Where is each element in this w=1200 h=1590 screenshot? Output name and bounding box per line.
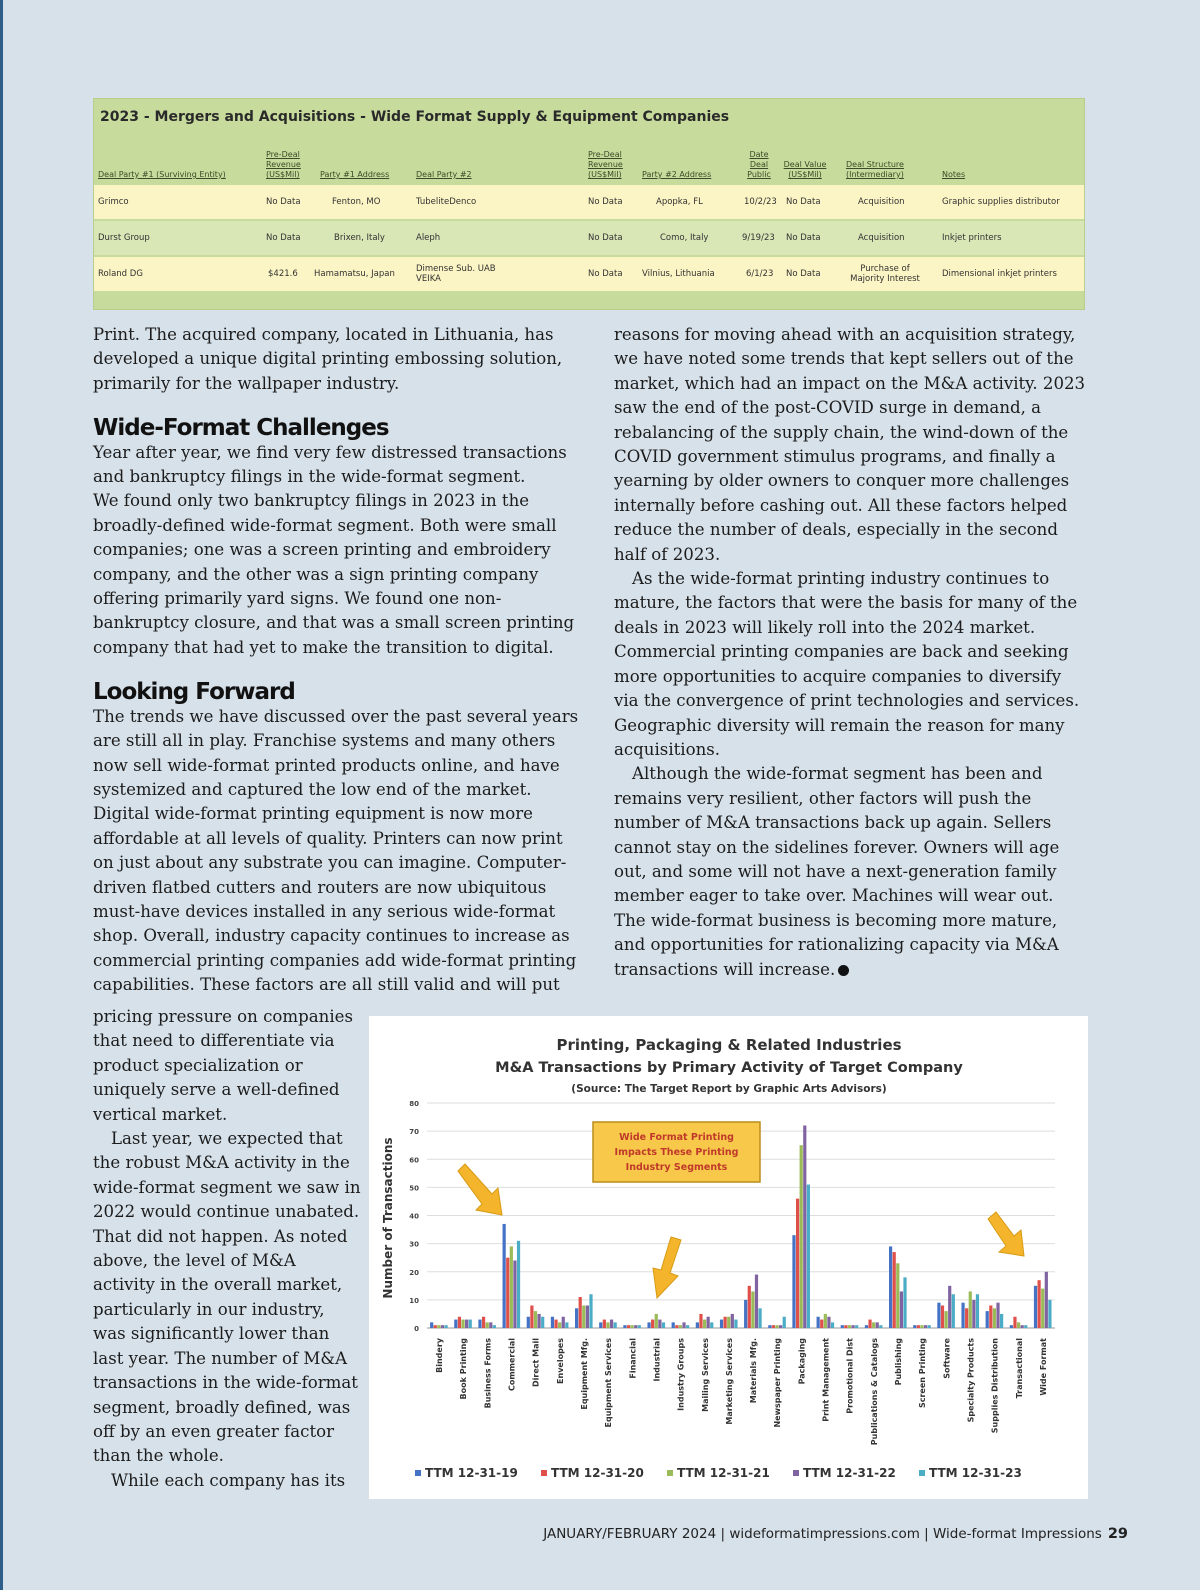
x-tick-label: Mailing Services bbox=[700, 1338, 710, 1412]
paragraph-text: Although the wide-format segment has been and remains very resilient, other factors will push the number of M&A transactions back up again. Sellers cannot stay on the sidelines forever. Owners will age out, and some will not have a next-generation family member eager to take over. Machines will wear out. The wide-format business is becoming more mature, and opportunities for rationalizing capacity via M&A transactions will increase. bbox=[614, 764, 1060, 979]
ma-table-header bbox=[94, 135, 1084, 183]
bar bbox=[651, 1320, 654, 1328]
legend-label: TTM 12-31-20 bbox=[551, 1466, 644, 1480]
bar bbox=[506, 1258, 509, 1328]
bar bbox=[755, 1275, 758, 1328]
bar bbox=[917, 1325, 920, 1328]
bar bbox=[865, 1325, 868, 1328]
bar bbox=[458, 1317, 461, 1328]
x-tick-label: Newspaper Printing bbox=[773, 1338, 783, 1428]
bar bbox=[734, 1320, 737, 1328]
bar bbox=[779, 1325, 782, 1328]
bar bbox=[599, 1322, 602, 1328]
ma-cell: Fenton, MO bbox=[332, 197, 381, 207]
legend-label: TTM 12-31-21 bbox=[677, 1466, 770, 1480]
paragraph: reasons for moving ahead with an acquisition strategy, we have noted some trends that kept sellers out of the market, which had an impact on the M&A activity. 2023 saw the end of the post-COVID surge in demand, a rebalancing of the supply chain, the wind-down of the COVID government stimulus programs, and finally a yearning by older owners to conquer more challenges internally before cashing out. All these factors helped reduce the number of deals, especially in the second half of 2023. bbox=[614, 325, 1086, 564]
bar bbox=[817, 1317, 820, 1328]
bar bbox=[989, 1306, 992, 1329]
paragraph-last bbox=[614, 762, 1090, 982]
bar bbox=[510, 1246, 513, 1328]
paragraph: Last year, we expected that the robust M&A activity in the wide-format segment we saw in 2022 would continue unabated. That did not happen. As noted above, the level of M&A activity in the overall market, particularly in our industry, was significantly lower than last year. The number of M&A transactions in the wide-format segment, broadly defined, was off by an even greater factor than the whole. bbox=[93, 1129, 361, 1466]
bar bbox=[1000, 1314, 1003, 1328]
bar bbox=[586, 1306, 589, 1329]
bar bbox=[855, 1325, 858, 1328]
bar bbox=[631, 1325, 634, 1328]
bar bbox=[565, 1322, 568, 1328]
x-tick-label: Equipment Mfg. bbox=[580, 1338, 589, 1410]
left-narrow-column bbox=[93, 1005, 361, 1493]
y-tick-label: 10 bbox=[409, 1296, 419, 1305]
chart-subtitle: M&A Transactions by Primary Activity of Target Company bbox=[495, 1060, 963, 1076]
annotation-line: Industry Segments bbox=[625, 1162, 728, 1173]
bar bbox=[948, 1286, 951, 1328]
x-tick-label: Marketing Services bbox=[724, 1338, 734, 1425]
y-tick-label: 80 bbox=[409, 1100, 419, 1108]
bar bbox=[537, 1314, 540, 1328]
ma-cell: No Data bbox=[786, 197, 821, 207]
bar bbox=[751, 1291, 754, 1328]
bar bbox=[527, 1317, 530, 1328]
bar bbox=[972, 1300, 975, 1328]
x-tick-label: Business Forms bbox=[483, 1338, 493, 1409]
bar bbox=[720, 1320, 723, 1328]
bar bbox=[1010, 1325, 1013, 1328]
bar bbox=[986, 1311, 989, 1328]
x-tick-label: Materials Mfg. bbox=[749, 1338, 759, 1404]
x-tick-label: Equipment Services bbox=[604, 1338, 614, 1428]
x-tick-label: Promotional Dist bbox=[845, 1338, 855, 1414]
chart-title: Printing, Packaging & Related Industries bbox=[556, 1036, 902, 1054]
bar bbox=[489, 1322, 492, 1328]
bar bbox=[703, 1320, 706, 1328]
bar bbox=[952, 1294, 955, 1328]
ma-cell: No Data bbox=[266, 197, 301, 207]
bar bbox=[469, 1320, 472, 1328]
bar bbox=[430, 1322, 433, 1328]
bar bbox=[969, 1291, 972, 1328]
bar bbox=[841, 1325, 844, 1328]
ma-cell: $421.6 bbox=[268, 269, 298, 279]
ma-table-row bbox=[94, 257, 1084, 291]
bar bbox=[551, 1317, 554, 1328]
bar bbox=[1038, 1280, 1041, 1328]
bar bbox=[655, 1314, 658, 1328]
x-tick-label: Financial bbox=[628, 1338, 638, 1379]
ma-header-cell: Deal Value (US$Mil) bbox=[783, 160, 827, 179]
bar bbox=[1013, 1317, 1016, 1328]
bar bbox=[800, 1145, 803, 1328]
bar bbox=[937, 1303, 940, 1328]
annotation-line: Impacts These Printing bbox=[614, 1147, 739, 1158]
bar bbox=[976, 1294, 979, 1328]
bar bbox=[744, 1300, 747, 1328]
x-tick-label: Book Printing bbox=[459, 1338, 469, 1400]
bar bbox=[634, 1325, 637, 1328]
bar bbox=[517, 1241, 520, 1328]
ma-table-footer-band bbox=[94, 293, 1084, 309]
paragraph: The trends we have discussed over the past several years are still all in play. Franchise systems and many others now sell wide-format printed products online, and have systemized and captured the low end of the market. Digital wide-format printing equipment is now more affordable at all levels of quality. Printers can now print on just about any substrate you can imagine. Computer-driven flatbed cutters and routers are now ubiquitous must-have devices installed in any serious wide-format shop. Overall, industry capacity continues to increase as commercial printing companies add wide-format printing capabilities. These factors are all still valid and will put bbox=[93, 706, 579, 995]
arrow-icon bbox=[458, 1164, 502, 1215]
bar bbox=[827, 1317, 830, 1328]
bar bbox=[803, 1126, 806, 1329]
right-column bbox=[614, 323, 1090, 982]
y-tick-label: 30 bbox=[409, 1240, 419, 1249]
bar bbox=[534, 1311, 537, 1328]
bar bbox=[783, 1317, 786, 1328]
bar bbox=[623, 1325, 626, 1328]
ma-header-cell: Party #1 Address bbox=[320, 170, 390, 179]
x-tick-label: Screen Printing bbox=[918, 1338, 928, 1409]
bar bbox=[1045, 1272, 1048, 1328]
bar bbox=[662, 1322, 665, 1328]
bar bbox=[1017, 1322, 1020, 1328]
bar bbox=[872, 1322, 875, 1328]
x-tick-label: Direct Mail bbox=[531, 1338, 541, 1387]
left-column bbox=[93, 323, 583, 998]
bar bbox=[627, 1325, 630, 1328]
bar bbox=[603, 1320, 606, 1328]
ma-header-cell: Date Deal Public bbox=[747, 150, 771, 179]
paragraph: As the wide-format printing industry continues to mature, the factors that were the basis for many of the deals in 2023 will likely roll into the 2024 market. Commercial printing companies are back and seeking more opportunities to acquire companies to diversify via the convergence of print technologies and services. Geographic diversity will remain the reason for many acquisitions. bbox=[614, 569, 1080, 759]
ma-cell: Dimense Sub. UAB VEIKA bbox=[416, 264, 496, 284]
bar bbox=[614, 1322, 617, 1328]
y-tick-label: 40 bbox=[409, 1212, 419, 1221]
y-tick-label: 20 bbox=[409, 1268, 419, 1277]
bar bbox=[513, 1261, 516, 1329]
ma-cell: Acquisition bbox=[858, 197, 905, 207]
paragraph: pricing pressure on companies that need to differentiate via product specialization or uniquely serve a well-defined vertical market. bbox=[93, 1007, 353, 1124]
ma-header-cell: Deal Structure (Intermediary) bbox=[846, 160, 904, 179]
bar bbox=[638, 1325, 641, 1328]
ma-cell: Aleph bbox=[416, 233, 441, 243]
x-tick-label: Supplies Distribution bbox=[990, 1338, 1000, 1434]
bar bbox=[1034, 1286, 1037, 1328]
bar bbox=[748, 1286, 751, 1328]
bar bbox=[913, 1325, 916, 1328]
page-footer bbox=[543, 1526, 1128, 1542]
ma-cell: No Data bbox=[588, 269, 623, 279]
bar bbox=[758, 1308, 761, 1328]
heading-wide-format-challenges: Wide-Format Challenges bbox=[93, 415, 389, 442]
bar bbox=[582, 1306, 585, 1329]
paragraph: Year after year, we find very few distressed transactions and bankruptcy filings in the wide-format segment. bbox=[93, 442, 567, 487]
annotation-text bbox=[615, 1132, 739, 1173]
bar bbox=[893, 1252, 896, 1328]
x-tick-label: Envelopes bbox=[555, 1338, 565, 1384]
bar bbox=[775, 1325, 778, 1328]
ma-cell: Purchase of Majority Interest bbox=[850, 264, 920, 284]
arrow-icon bbox=[988, 1212, 1024, 1256]
bar bbox=[658, 1320, 661, 1328]
bar bbox=[441, 1325, 444, 1328]
y-tick-label: 70 bbox=[409, 1128, 419, 1137]
bar bbox=[848, 1325, 851, 1328]
x-tick-label: Software bbox=[942, 1338, 952, 1379]
footer-text: JANUARY/FEBRUARY 2024 | wideformatimpressions.com | Wide-format Impressions bbox=[543, 1526, 1102, 1542]
bar bbox=[896, 1263, 899, 1328]
bar bbox=[807, 1185, 810, 1328]
ma-table bbox=[93, 98, 1085, 310]
bar bbox=[530, 1306, 533, 1329]
bar bbox=[724, 1317, 727, 1328]
bar bbox=[820, 1320, 823, 1328]
bar bbox=[541, 1317, 544, 1328]
ma-header-cell: Notes bbox=[942, 170, 966, 179]
bar bbox=[941, 1306, 944, 1329]
ma-cell: Acquisition bbox=[858, 233, 905, 243]
ma-cell: No Data bbox=[786, 233, 821, 243]
bar bbox=[924, 1325, 927, 1328]
x-tick-label: Specialty Products bbox=[966, 1338, 976, 1423]
x-tick-label: Bindery bbox=[435, 1338, 445, 1373]
y-tick-label: 50 bbox=[409, 1184, 419, 1193]
x-tick-label: Industry Groups bbox=[676, 1338, 686, 1411]
ma-header-cell: Pre-Deal Revenue (US$Mil) bbox=[266, 150, 301, 179]
y-tick-label: 60 bbox=[409, 1156, 419, 1165]
ma-cell: No Data bbox=[588, 197, 623, 207]
heading-looking-forward: Looking Forward bbox=[93, 679, 295, 706]
annotation-line: Wide Format Printing bbox=[619, 1132, 734, 1143]
bar bbox=[731, 1314, 734, 1328]
legend-swatch bbox=[415, 1470, 421, 1476]
bar bbox=[851, 1325, 854, 1328]
bar bbox=[478, 1320, 481, 1328]
x-tick-label: Publishing bbox=[894, 1338, 903, 1386]
bar bbox=[796, 1199, 799, 1328]
bar bbox=[993, 1308, 996, 1328]
x-tick-label: Transactional bbox=[1014, 1338, 1024, 1399]
bar bbox=[824, 1314, 827, 1328]
chart-panel bbox=[369, 1016, 1088, 1499]
page-number: 29 bbox=[1107, 1526, 1128, 1542]
bar bbox=[493, 1325, 496, 1328]
chart-source: (Source: The Target Report by Graphic Arts Advisors) bbox=[571, 1083, 887, 1095]
bar bbox=[682, 1322, 685, 1328]
bar bbox=[647, 1322, 650, 1328]
bar bbox=[920, 1325, 923, 1328]
ma-cell: Hamamatsu, Japan bbox=[314, 269, 395, 279]
paragraph: Print. The acquired company, located in Lithuania, has developed a unique digital printing embossing solution, primarily for the wallpaper industry. bbox=[93, 325, 563, 393]
bar bbox=[558, 1322, 561, 1328]
bar bbox=[461, 1320, 464, 1328]
bar bbox=[792, 1235, 795, 1328]
bar bbox=[554, 1320, 557, 1328]
bar bbox=[710, 1322, 713, 1328]
page-edge-bar bbox=[0, 0, 3, 1590]
ma-cell: TubeliteDenco bbox=[416, 197, 477, 207]
bar bbox=[772, 1325, 775, 1328]
bar bbox=[672, 1322, 675, 1328]
ma-cell: Brixen, Italy bbox=[334, 233, 385, 243]
x-tick-label: Packaging bbox=[797, 1338, 807, 1385]
legend-swatch bbox=[793, 1470, 799, 1476]
bar bbox=[699, 1314, 702, 1328]
bar bbox=[434, 1325, 437, 1328]
ma-header-cell: Party #2 Address bbox=[642, 170, 712, 179]
ma-cell: Roland DG bbox=[98, 269, 143, 279]
bar bbox=[1041, 1289, 1044, 1328]
x-tick-label: Industrial bbox=[652, 1338, 662, 1382]
x-tick-label: Commercial bbox=[507, 1338, 517, 1392]
ma-header-cell: Deal Party #1 (Surviving Entity) bbox=[98, 170, 226, 179]
bar bbox=[945, 1311, 948, 1328]
bar bbox=[1021, 1325, 1024, 1328]
bar bbox=[696, 1322, 699, 1328]
legend-swatch bbox=[667, 1470, 673, 1476]
bar bbox=[889, 1246, 892, 1328]
paragraph: While each company has its bbox=[111, 1470, 346, 1490]
bar bbox=[1024, 1325, 1027, 1328]
bar bbox=[482, 1317, 485, 1328]
legend-swatch bbox=[541, 1470, 547, 1476]
bar bbox=[727, 1317, 730, 1328]
bar bbox=[675, 1325, 678, 1328]
arrow-icon bbox=[653, 1237, 681, 1298]
bar bbox=[876, 1322, 879, 1328]
ma-cell: Apopka, FL bbox=[656, 197, 703, 207]
ma-cell: Grimco bbox=[98, 197, 129, 207]
end-mark-icon bbox=[838, 965, 849, 976]
bar bbox=[928, 1325, 931, 1328]
ma-cell: 10/2/23 bbox=[744, 197, 777, 207]
bar bbox=[1048, 1300, 1051, 1328]
ma-header-cell: Pre-Deal Revenue (US$Mil) bbox=[588, 150, 623, 179]
ma-cell: No Data bbox=[786, 269, 821, 279]
bar bbox=[686, 1325, 689, 1328]
bar bbox=[606, 1322, 609, 1328]
bar bbox=[868, 1320, 871, 1328]
legend-swatch bbox=[919, 1470, 925, 1476]
legend-label: TTM 12-31-22 bbox=[803, 1466, 896, 1480]
ma-cell: Vilnius, Lithuania bbox=[642, 269, 715, 279]
bar bbox=[965, 1308, 968, 1328]
bar bbox=[579, 1297, 582, 1328]
ma-table-row bbox=[94, 185, 1084, 219]
ma-cell: Graphic supplies distributor bbox=[942, 197, 1060, 207]
bar bbox=[437, 1325, 440, 1328]
ma-cell: Como, Italy bbox=[660, 233, 709, 243]
bar bbox=[903, 1277, 906, 1328]
bar bbox=[589, 1294, 592, 1328]
bar bbox=[879, 1325, 882, 1328]
ma-cell: No Data bbox=[588, 233, 623, 243]
ma-cell: Dimensional inkjet printers bbox=[942, 269, 1057, 279]
bar bbox=[707, 1317, 710, 1328]
x-tick-label: Publications & Catalogs bbox=[869, 1338, 879, 1446]
ma-cell: 9/19/23 bbox=[742, 233, 775, 243]
bar bbox=[996, 1303, 999, 1328]
y-tick-label: 0 bbox=[414, 1325, 419, 1333]
ma-table-title: 2023 - Mergers and Acquisitions - Wide Format Supply & Equipment Companies bbox=[100, 109, 730, 125]
bar bbox=[900, 1291, 903, 1328]
bar bbox=[486, 1322, 489, 1328]
bar-chart bbox=[369, 1016, 1088, 1499]
ma-cell: 6/1/23 bbox=[746, 269, 774, 279]
bar bbox=[768, 1325, 771, 1328]
bar bbox=[831, 1322, 834, 1328]
legend-label: TTM 12-31-19 bbox=[425, 1466, 518, 1480]
bar bbox=[575, 1308, 578, 1328]
bar bbox=[961, 1303, 964, 1328]
ma-header-cell: Deal Party #2 bbox=[416, 170, 472, 179]
legend-label: TTM 12-31-23 bbox=[929, 1466, 1022, 1480]
x-tick-label: Wide Format bbox=[1038, 1338, 1048, 1396]
bar bbox=[562, 1317, 565, 1328]
bar bbox=[444, 1325, 447, 1328]
bar bbox=[844, 1325, 847, 1328]
ma-cell: Durst Group bbox=[98, 233, 150, 243]
bar bbox=[454, 1320, 457, 1328]
bar bbox=[465, 1320, 468, 1328]
ma-cell: Inkjet printers bbox=[942, 233, 1002, 243]
x-tick-label: Print Management bbox=[821, 1338, 831, 1422]
ma-table-row bbox=[94, 221, 1084, 255]
bar bbox=[679, 1325, 682, 1328]
y-axis-label: Number of Transactions bbox=[381, 1137, 395, 1299]
bar bbox=[503, 1224, 506, 1328]
bar bbox=[610, 1320, 613, 1328]
paragraph: We found only two bankruptcy filings in 2023 in the broadly-defined wide-format segment. Both were small companies; one was a screen printing and embroidery company, and the other was a sign printing company offering primarily yard signs. We found one non-bankruptcy closure, and that was a small screen printing company that had yet to make the transition to digital. bbox=[93, 491, 575, 657]
ma-cell: No Data bbox=[266, 233, 301, 243]
